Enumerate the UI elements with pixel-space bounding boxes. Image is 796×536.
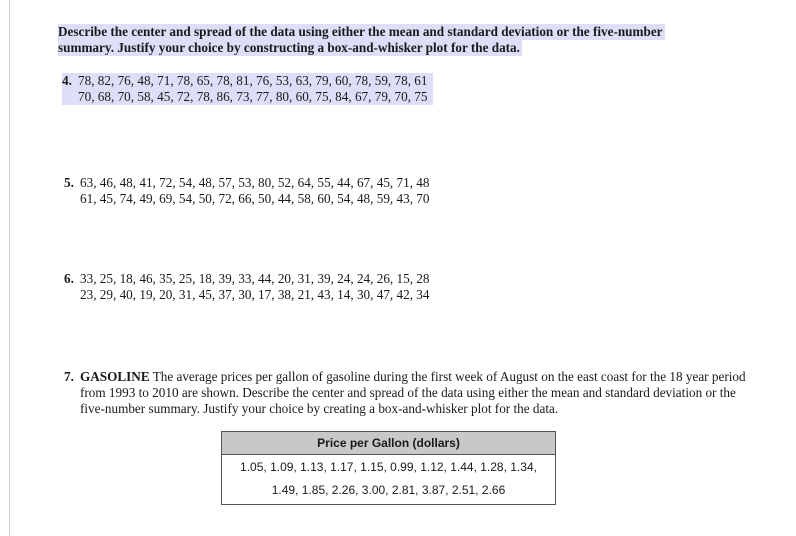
table-row: 1.49, 1.85, 2.26, 3.00, 2.81, 3.87, 2.51, 2.66 — [271, 483, 506, 497]
problem-data: 23, 29, 40, 19, 20, 31, 45, 37, 30, 17, 38, 21, 43, 14, 30, 47, 42, 34 — [80, 287, 430, 302]
table-header: Price per Gallon (dollars) — [222, 432, 555, 455]
problem-6 — [64, 271, 429, 303]
problem-5-line-1 — [64, 175, 429, 191]
table-row: 1.05, 1.09, 1.13, 1.17, 1.15, 0.99, 1.12, 1.44, 1.28, 1.34, — [240, 460, 537, 474]
page-left-border — [9, 0, 10, 536]
problem-number: 5. — [64, 175, 74, 190]
problem-number: 4. — [62, 73, 72, 88]
problem-data: 33, 25, 18, 46, 35, 25, 18, 39, 33, 44, 20, 31, 39, 24, 24, 26, 15, 28 — [80, 271, 430, 286]
problem-4-line-1 — [62, 73, 433, 89]
problem-number: 6. — [64, 271, 74, 286]
problem-data: 70, 68, 70, 58, 45, 72, 78, 86, 73, 77, 80, 60, 75, 84, 67, 79, 70, 75 — [78, 89, 428, 104]
problem-7-text — [64, 369, 754, 417]
problem-data: 63, 46, 48, 41, 72, 54, 48, 57, 53, 80, 52, 64, 55, 44, 67, 45, 71, 48 — [80, 175, 430, 190]
problem-7-description: The average prices per gallon of gasoline during the first week of August on the east coast for the 18 year period from 1993 to 2010 are shown. Describe the center and spread of the data using either the mean and standard deviation or the five-number summary. Justify your choice by creating a box-and-whisker plot for the data. — [80, 369, 746, 416]
problem-5 — [64, 175, 429, 207]
problem-data: 78, 82, 76, 48, 71, 78, 65, 78, 81, 76, 53, 63, 79, 60, 78, 59, 78, 61 — [78, 73, 428, 88]
instructions — [58, 24, 665, 56]
gasoline-price-table — [221, 431, 556, 505]
problem-6-line-1 — [64, 271, 429, 287]
problem-data: 61, 45, 74, 49, 69, 54, 50, 72, 66, 50, 44, 58, 60, 54, 48, 59, 43, 70 — [80, 191, 430, 206]
instructions-line-1: Describe the center and spread of the data using either the mean and standard deviation or the five-number — [58, 24, 663, 39]
problem-7-title: GASOLINE — [80, 369, 150, 384]
problem-4-line-2 — [62, 89, 433, 105]
problem-5-line-2 — [64, 191, 429, 207]
instructions-line-2: summary. Justify your choice by constructing a box-and-whisker plot for the data. — [58, 40, 520, 55]
problem-number: 7. — [64, 369, 74, 384]
problem-7 — [64, 369, 754, 417]
problem-4 — [62, 73, 433, 105]
problem-6-line-2 — [64, 287, 429, 303]
table-body — [222, 455, 555, 504]
